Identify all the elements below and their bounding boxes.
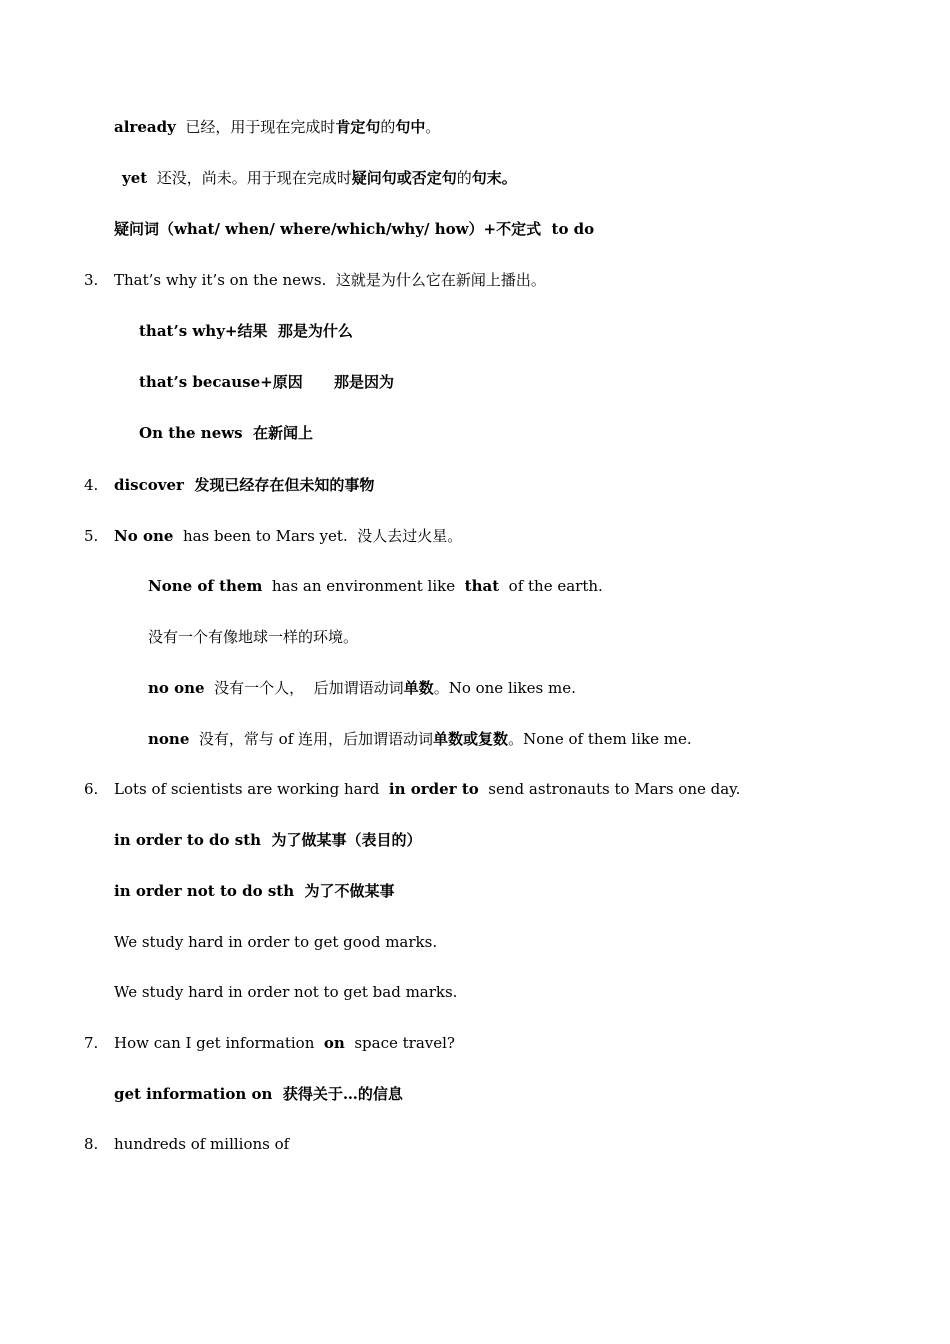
bold-text: already (114, 118, 176, 136)
text-line (114, 1084, 403, 1104)
text-line (114, 779, 740, 799)
text-run: Lots of scientists are working hard (114, 780, 389, 798)
text-line (148, 729, 692, 749)
bold-text: 句中 (395, 118, 426, 136)
bold-text: in order to do sth 为了做某事（表目的） (114, 831, 422, 849)
text-line (114, 475, 374, 495)
text-run: 的 (456, 169, 472, 187)
list-number: 7. (84, 1034, 99, 1052)
text-run: 的 (380, 118, 396, 136)
text-run: 。 (425, 118, 441, 136)
text-run: We study hard in order not to get bad marks. (114, 983, 458, 1001)
text-line (114, 982, 457, 1002)
list-number: 6. (84, 780, 99, 798)
text-run: 。None of them like me. (508, 730, 692, 748)
bold-text: 疑问句或否定句 (351, 169, 457, 187)
bold-text: 句末。 (471, 169, 517, 187)
text-run: of the earth. (499, 577, 603, 595)
bold-text: 肯定句 (335, 118, 381, 136)
text-run: has an environment like (262, 577, 465, 595)
bold-text: 疑问词（what/ when/ where/which/why/ how）+不定式 to do (114, 220, 595, 238)
bold-text: that (464, 577, 500, 595)
bold-text: No one (114, 527, 174, 545)
text-line (114, 526, 462, 546)
text-line (114, 830, 422, 850)
bold-text: that’s because+原因 那是因为 (139, 373, 395, 391)
text-run: That’s why it’s on the news. 这就是为什么它在新闻上播出。 (114, 271, 546, 289)
text-line (114, 117, 440, 137)
text-line (114, 1033, 455, 1053)
bold-text: None of them (148, 577, 263, 595)
bold-text: none (148, 730, 190, 748)
bold-text: that’s why+结果 那是为什么 (139, 322, 353, 340)
text-line (114, 270, 546, 290)
bold-text: yet (122, 169, 148, 187)
text-run: hundreds of millions of (114, 1135, 290, 1153)
text-line (122, 168, 517, 188)
text-run: 没有一个人， 后加谓语动词 (204, 679, 404, 697)
text-line (114, 932, 437, 952)
text-run: space travel? (344, 1034, 455, 1052)
text-line (139, 372, 394, 392)
text-run: 没有一个有像地球一样的环境。 (148, 628, 359, 646)
bold-text: 单数 (403, 679, 434, 697)
text-line (114, 219, 594, 239)
bold-text: in order to (388, 780, 479, 798)
list-number: 4. (84, 476, 99, 494)
text-run: 已经，用于现在完成时 (175, 118, 336, 136)
text-line (114, 881, 395, 901)
text-run: How can I get information (114, 1034, 324, 1052)
text-run: 还没，尚未。用于现在完成时 (147, 169, 352, 187)
bold-text: on (323, 1034, 345, 1052)
bold-text: get information on 获得关于…的信息 (114, 1085, 403, 1103)
text-run: send astronauts to Mars one day. (478, 780, 741, 798)
text-line (148, 627, 358, 647)
text-line (114, 1134, 289, 1154)
text-run: 没有，常与 of 连用，后加谓语动词 (189, 730, 434, 748)
text-line (139, 423, 313, 443)
text-run: We study hard in order to get good marks. (114, 933, 438, 951)
text-line (139, 321, 353, 341)
text-run: 。No one likes me. (433, 679, 576, 697)
bold-text: discover 发现已经存在但未知的事物 (114, 476, 375, 494)
text-line (148, 678, 576, 698)
bold-text: On the news 在新闻上 (139, 424, 314, 442)
bold-text: in order not to do sth 为了不做某事 (114, 882, 395, 900)
list-number: 8. (84, 1135, 99, 1153)
bold-text: no one (148, 679, 205, 697)
text-run: has been to Mars yet. 没人去过火星。 (173, 527, 463, 545)
bold-text: 单数或复数 (433, 730, 509, 748)
text-line (148, 576, 603, 596)
list-number: 3. (84, 271, 99, 289)
list-number: 5. (84, 527, 99, 545)
